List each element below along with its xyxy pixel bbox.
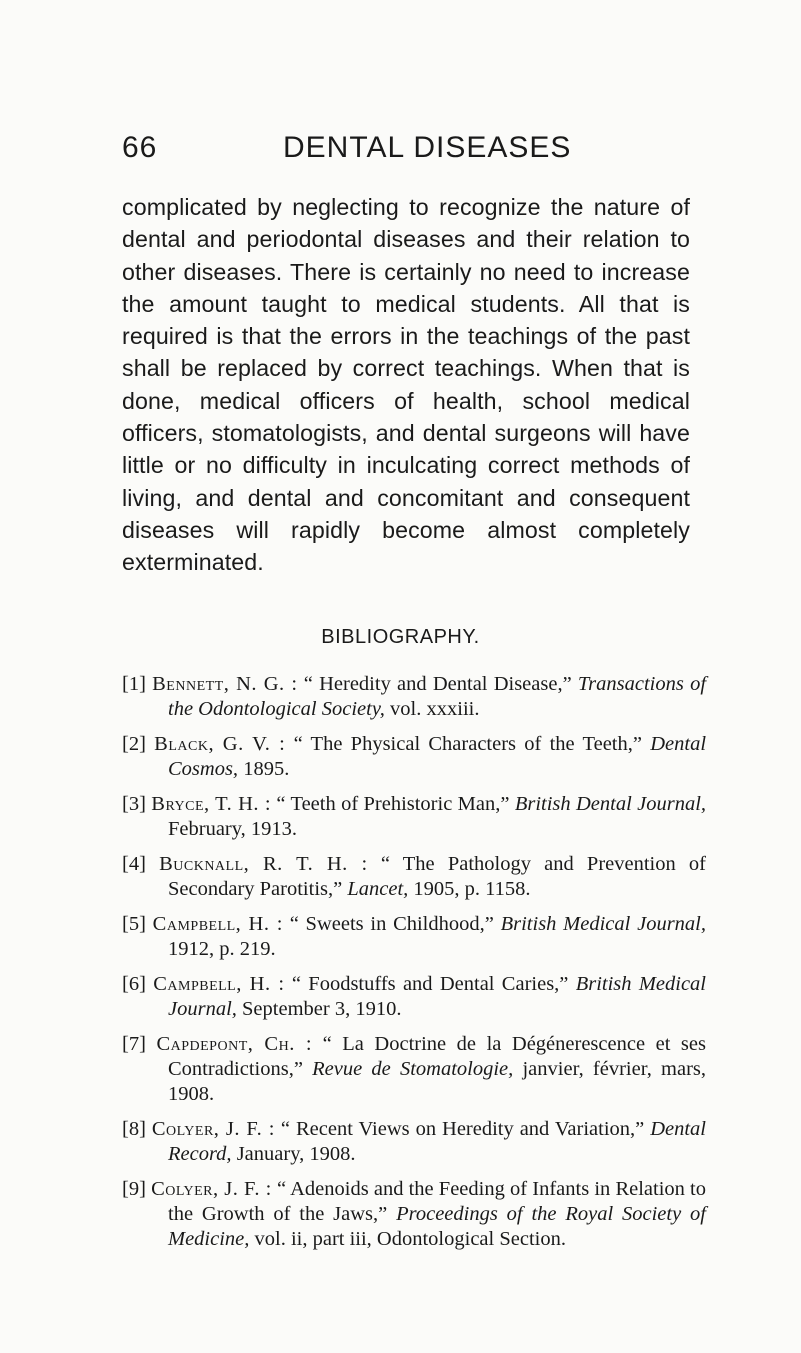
entry-number: [9] xyxy=(122,1178,146,1200)
entry-journal: British Medical Journal, xyxy=(168,973,706,1020)
entry-author: Bucknall, R. T. H. : xyxy=(159,853,368,875)
entry-title: “ Recent Views on Heredity and Variation,” xyxy=(274,1118,651,1140)
entry-number: [4] xyxy=(122,853,146,875)
entry-title: “ Sweets in Childhood,” xyxy=(282,913,501,935)
bibliography-entry xyxy=(122,672,706,722)
entry-details: 1912, p. 219. xyxy=(168,938,276,960)
entry-number: [6] xyxy=(122,973,146,995)
entry-details: February, 1913. xyxy=(168,818,298,840)
entry-title: “ The Physical Characters of the Teeth,” xyxy=(285,733,651,755)
entry-details: janvier, février, mars, 1908. xyxy=(168,1058,707,1105)
entry-journal: Lancet, xyxy=(347,878,409,900)
entry-title: “ La Doctrine de la Dégénerescence et ses Contradictions,” xyxy=(168,1033,706,1080)
entry-title: “ Heredity and Dental Disease,” xyxy=(297,673,578,695)
bibliography-entry xyxy=(122,1117,706,1167)
bibliography-entry xyxy=(122,972,706,1022)
entry-number: [8] xyxy=(122,1118,146,1140)
entry-author: Black, G. V. : xyxy=(154,733,286,755)
bibliography-heading: BIBLIOGRAPHY. xyxy=(321,626,480,648)
bibliography-entry xyxy=(122,912,706,962)
entry-author: Colyer, J. F. : xyxy=(151,1178,272,1200)
entry-title: “ Teeth of Prehistoric Man,” xyxy=(271,793,515,815)
entry-number: [5] xyxy=(122,913,146,935)
entry-journal: Revue de Stomatologie, xyxy=(312,1058,514,1080)
entry-journal: British Medical Journal, xyxy=(500,913,706,935)
entry-details: vol. ii, part iii, Odontological Section. xyxy=(249,1228,566,1250)
entry-journal: Dental Cosmos, xyxy=(168,733,707,780)
entry-author: Campbell, H. : xyxy=(152,913,283,935)
entry-title: “ Adenoids and the Feeding of Infants in Relation to the Growth of the Jaws,” xyxy=(168,1178,707,1225)
entry-details: September 3, 1910. xyxy=(236,998,402,1020)
bibliography-entry xyxy=(122,1177,706,1252)
entry-number: [2] xyxy=(122,733,146,755)
entry-number: [3] xyxy=(122,793,146,815)
entry-author: Bryce, T. H. : xyxy=(151,793,272,815)
bibliography-list xyxy=(122,672,706,1262)
entry-title: “ Foodstuffs and Dental Caries,” xyxy=(284,973,576,995)
entry-author: Colyer, J. F. : xyxy=(151,1118,275,1140)
entry-number: [1] xyxy=(122,673,146,695)
entry-details: 1895. xyxy=(238,758,290,780)
entry-author: Capdepont, Ch. : xyxy=(156,1033,313,1055)
entry-number: [7] xyxy=(122,1033,146,1055)
body-paragraph: complicated by neglecting to recognize the nature of dental and periodontal diseases and their relation to other diseases. There is certainly no need to increase the amount taught to medical students. All that is required is that the errors in the teachings of the past shall be replaced by correct teachings. When that is done, medical officers of health, school medical officers, stomatologists, and dental surgeons will have little or no difficulty in inculcating correct methods of living, and dental and concomitant and consequent diseases will rapidly become almost completely exterminated. xyxy=(122,194,690,576)
entry-author: Campbell, H. : xyxy=(153,973,285,995)
page-number: 66 xyxy=(122,131,158,164)
page-header xyxy=(122,128,682,172)
bibliography-entry xyxy=(122,852,706,902)
entry-journal: Dental Record, xyxy=(168,1118,706,1165)
running-title: DENTAL DISEASES xyxy=(283,131,572,164)
entry-journal: Transactions of the Odontological Society, xyxy=(168,673,707,720)
bibliography-entry xyxy=(122,732,706,782)
entry-journal: British Dental Journal, xyxy=(514,793,707,815)
entry-details: vol. xxxiii. xyxy=(384,698,480,720)
entry-author: Bennett, N. G. : xyxy=(152,673,298,695)
entry-title: “ The Pathology and Prevention of Secondary Parotitis,” xyxy=(168,853,707,900)
entry-details: 1905, p. 1158. xyxy=(408,878,531,900)
bibliography-entry xyxy=(122,1032,706,1107)
entry-details: January, 1908. xyxy=(231,1143,356,1165)
entry-journal: Proceedings of the Royal Society of Medicine, xyxy=(168,1203,706,1250)
bibliography-entry xyxy=(122,792,706,842)
